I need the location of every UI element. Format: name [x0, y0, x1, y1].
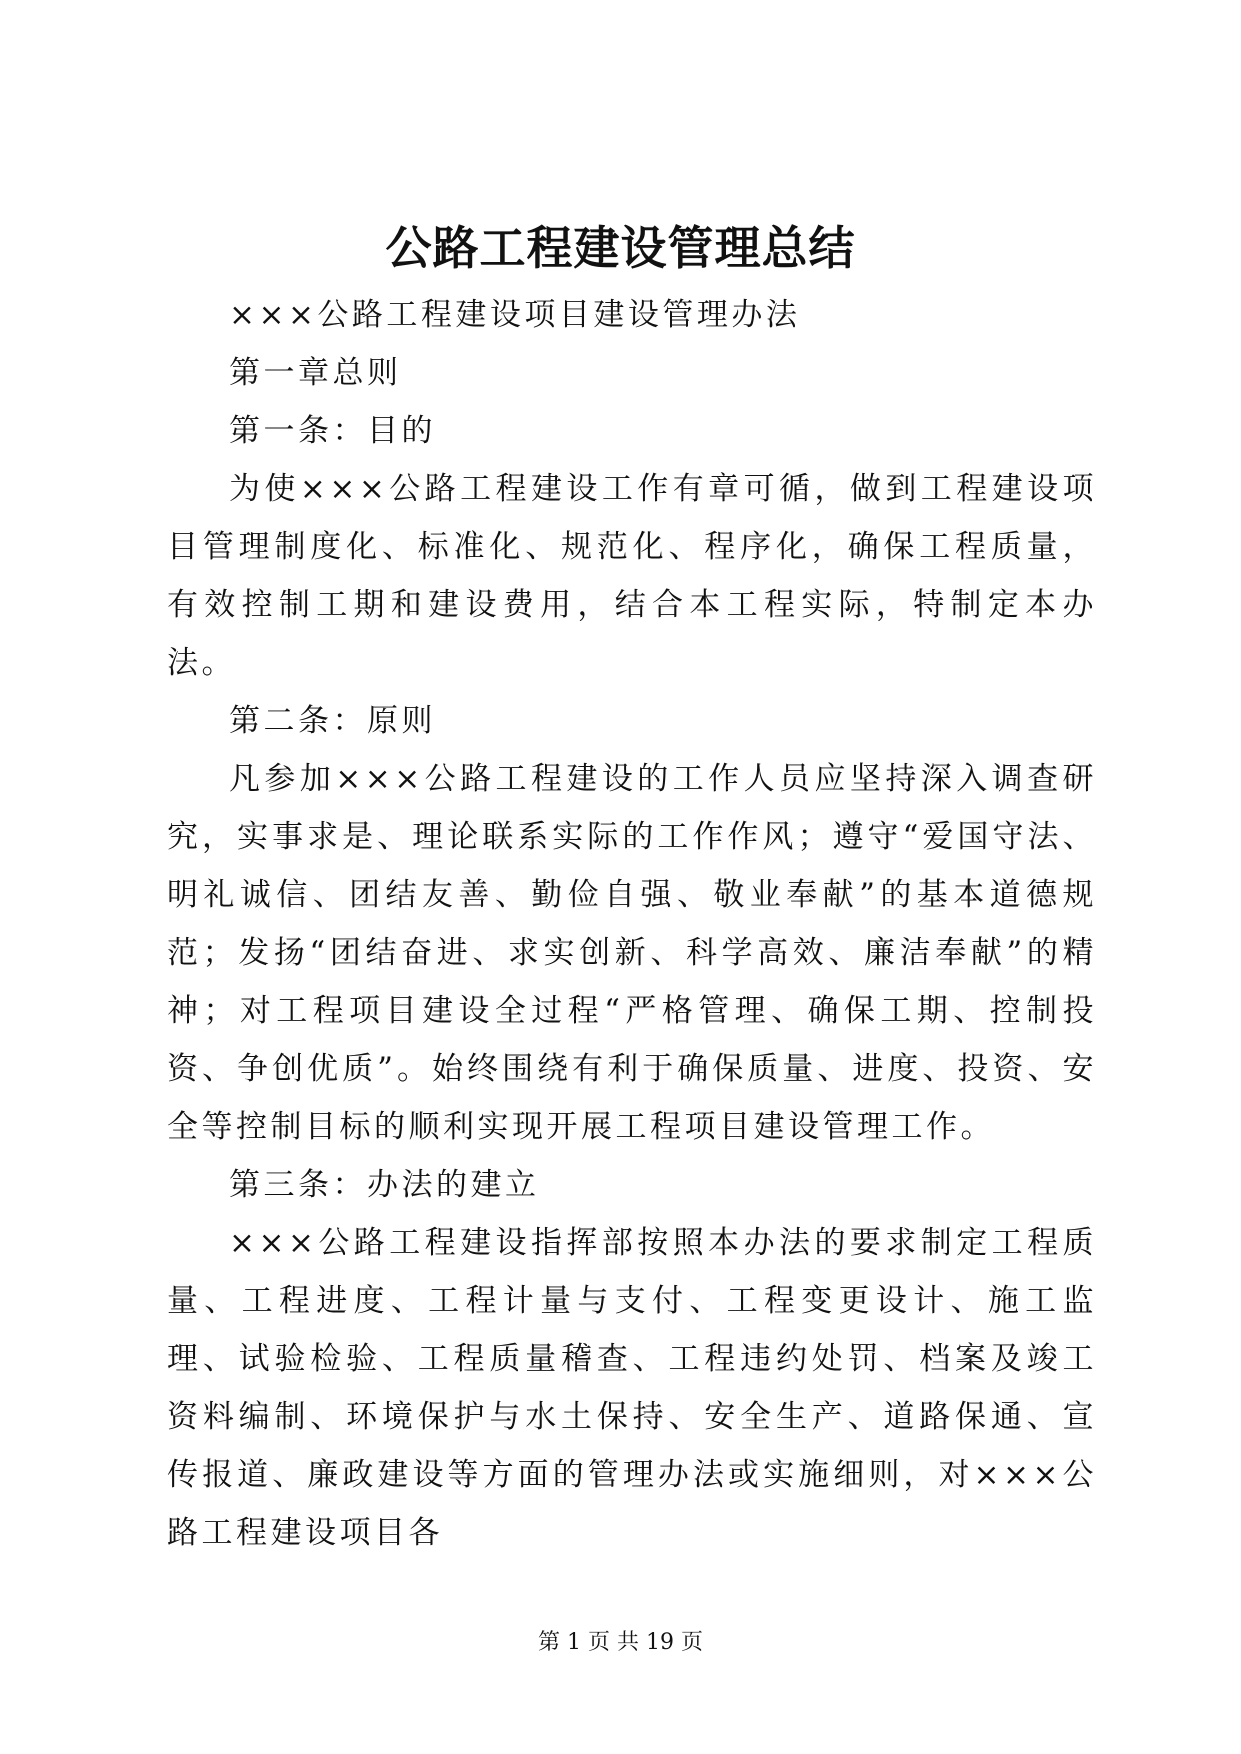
document-body — [167, 286, 1097, 1562]
paragraph-purpose: 为使×××公路工程建设工作有章可循，做到工程建设项目管理制度化、标准化、规范化、程序化，确保工程质量，有效控制工期和建设费用，结合本工程实际，特制定本办法。 — [167, 471, 1097, 681]
document-title: 公路工程建设管理总结 — [385, 221, 856, 275]
paragraph-principle: 凡参加×××公路工程建设的工作人员应坚持深入调查研究，实事求是、理论联系实际的工作作风；遵守“爱国守法、明礼诚信、团结友善、勤俭自强、敬业奉献”的基本道德规范；发扬“团结奋进、求实创新、科学高效、廉洁奉献”的精神；对工程项目建设全过程“严格管理、确保工期、控制投资、争创优质”。始终围绕有利于确保质量、进度、投资、安全等控制目标的顺利实现开展工程项目建设管理工作。 — [167, 761, 1097, 1145]
paragraph-establishment: ×××公路工程建设指挥部按照本办法的要求制定工程质量、工程进度、工程计量与支付、工程变更设计、施工监理、试验检验、工程质量稽查、工程违约处罚、档案及竣工资料编制、环境保护与水土保持、安全生产、道路保通、宣传报道、廉政建设等方面的管理办法或实施细则，对×××公路工程建设项目各 — [167, 1225, 1097, 1551]
page-footer — [0, 1628, 1241, 1658]
chapter-heading: 第一章总则 — [229, 355, 402, 391]
paragraph-subtitle: ×××公路工程建设项目建设管理办法 — [229, 297, 801, 333]
article-heading-2: 第二条：原则 — [229, 703, 436, 739]
article-heading-3: 第三条：办法的建立 — [229, 1167, 540, 1203]
page-number-label: 第 1 页 共 19 页 — [538, 1630, 703, 1655]
article-heading-1: 第一条：目的 — [229, 413, 436, 449]
